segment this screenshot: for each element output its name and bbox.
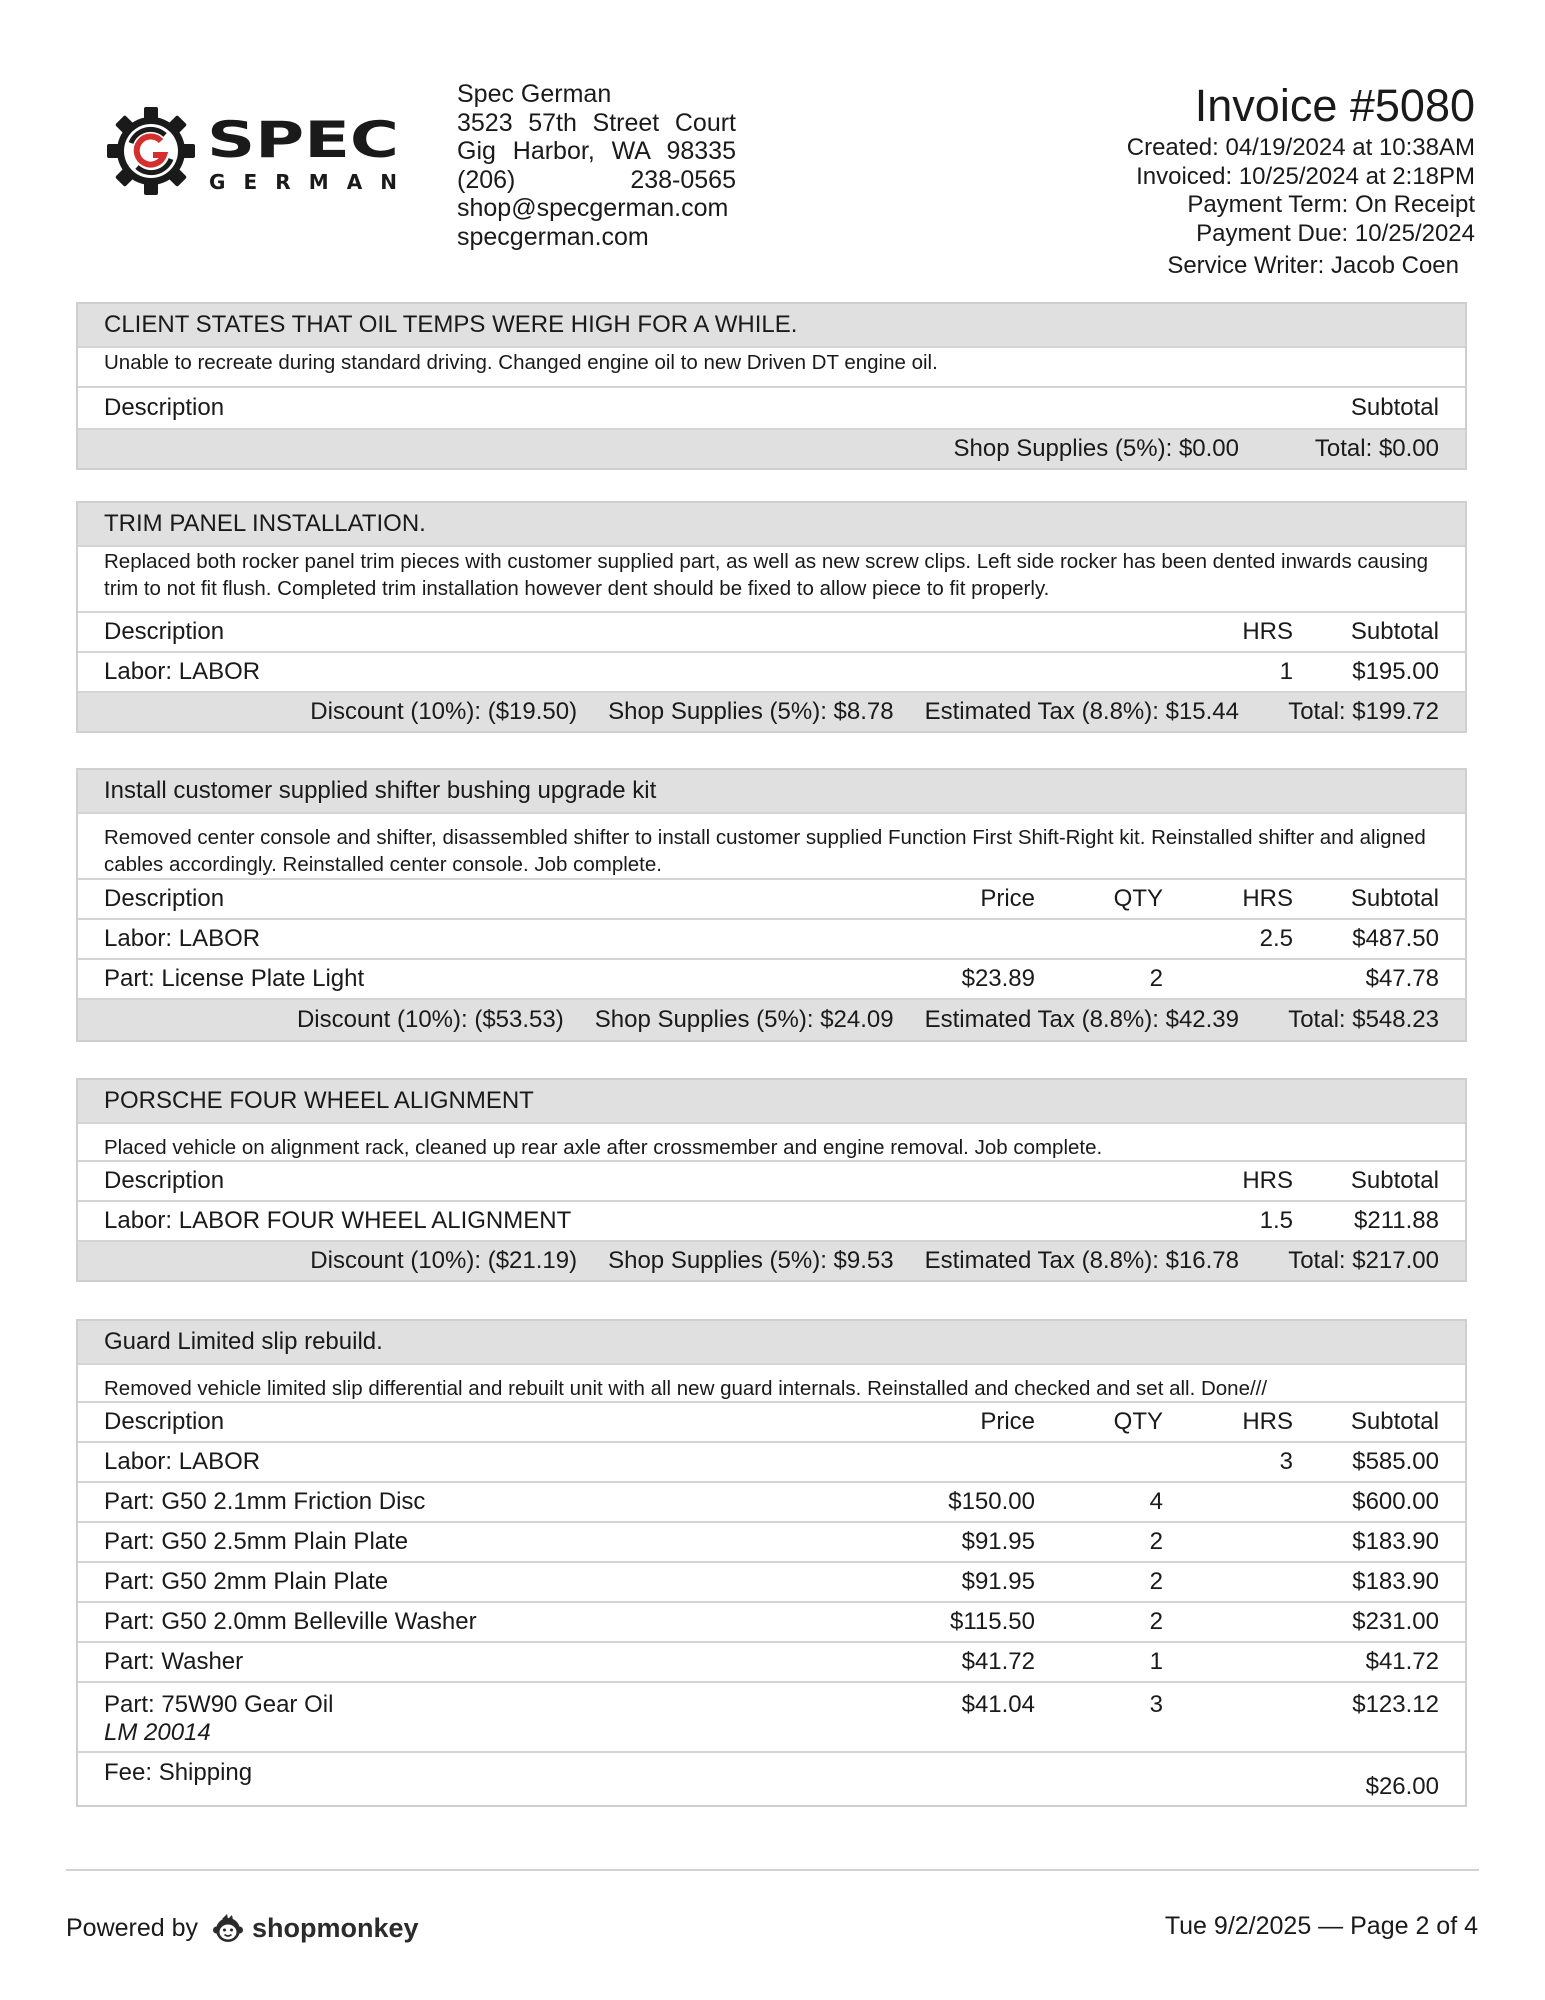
item-qty: 2 — [1149, 965, 1163, 992]
shop-address-line1: 3523 57th Street Court — [457, 108, 736, 137]
item-price: $41.72 — [961, 1648, 1035, 1675]
item-description: Labor: LABOR — [104, 1448, 261, 1475]
table-row — [78, 1641, 1465, 1681]
summary-total: Total: $199.72 — [1288, 698, 1439, 725]
column-subtotal: Subtotal — [1350, 885, 1439, 912]
item-price: $150.00 — [948, 1488, 1035, 1515]
job-title: Guard Limited slip rebuild. — [78, 1321, 1465, 1363]
column-description: Description — [104, 394, 225, 421]
job-notes: Removed center console and shifter, disassembled shifter to install customer supplied Function First Shift-Right kit. Reinstalled shifter and aligned cables accordingly. Reinstalled center console. Job complete. — [78, 812, 1465, 878]
item-price: $91.95 — [961, 1528, 1035, 1555]
table-row — [78, 1561, 1465, 1601]
item-subtotal: $600.00 — [1352, 1488, 1439, 1515]
item-qty: 1 — [1149, 1648, 1163, 1675]
column-price: Price — [980, 885, 1035, 912]
summary-discount: Discount (10%): ($19.50) — [310, 698, 578, 725]
item-subtotal: $195.00 — [1352, 658, 1439, 685]
job-title: Install customer supplied shifter bushing upgrade kit — [78, 770, 1465, 812]
page-info: Tue 9/2/2025 — Page 2 of 4 — [1164, 1912, 1478, 1940]
item-qty: 2 — [1149, 1568, 1163, 1595]
column-qty: QTY — [1113, 1408, 1163, 1435]
summary-total: Total: $0.00 — [1314, 435, 1439, 462]
item-hrs: 1 — [1279, 658, 1293, 685]
column-description: Description — [104, 1167, 225, 1194]
summary-shop-supplies: Shop Supplies (5%): $0.00 — [953, 435, 1239, 462]
item-price: $115.50 — [950, 1608, 1035, 1635]
item-subtotal: $487.50 — [1352, 925, 1439, 952]
column-subtotal: Subtotal — [1350, 1408, 1439, 1435]
item-qty: 3 — [1149, 1691, 1163, 1718]
table-row — [78, 1521, 1465, 1561]
job-section — [76, 501, 1467, 733]
column-hrs: HRS — [1242, 885, 1293, 912]
column-subtotal: Subtotal — [1350, 618, 1439, 645]
column-subtotal: Subtotal — [1350, 1167, 1439, 1194]
shop-email: shop@specgerman.com — [457, 194, 729, 222]
item-subtotal: $123.12 — [1352, 1691, 1439, 1718]
item-part-number: LM 20014 — [104, 1719, 211, 1746]
table-row — [78, 918, 1465, 958]
item-description: Fee: Shipping — [104, 1759, 253, 1786]
item-hrs: 2.5 — [1259, 925, 1293, 952]
item-description-cell — [104, 1691, 905, 1747]
item-hrs: 3 — [1279, 1448, 1293, 1475]
job-section — [76, 1078, 1467, 1282]
item-price: $23.89 — [961, 965, 1035, 992]
shop-website: specgerman.com — [457, 222, 649, 251]
job-notes: Removed vehicle limited slip differential and rebuilt unit with all new guard internals. Reinstalled and checked and set all. Done/// — [78, 1363, 1465, 1401]
column-qty: QTY — [1113, 885, 1163, 912]
invoice-payment-term: Payment Term: On Receipt — [1187, 191, 1475, 218]
invoice-invoiced: Invoiced: 10/25/2024 at 2:18PM — [1136, 162, 1475, 190]
shop-address-line2: Gig Harbor, WA 98335 — [457, 137, 736, 165]
invoice-created: Created: 04/19/2024 at 10:38AM — [1126, 134, 1475, 161]
column-description: Description — [104, 1408, 225, 1435]
item-description: Labor: LABOR FOUR WHEEL ALIGNMENT — [104, 1207, 572, 1234]
shop-logo — [105, 105, 405, 197]
table-row — [78, 958, 1465, 998]
table-header — [78, 1160, 1465, 1200]
item-description: Part: Washer — [104, 1648, 244, 1675]
monkey-icon — [212, 1912, 244, 1944]
summary-tax: Estimated Tax (8.8%): $42.39 — [924, 1006, 1239, 1033]
summary-discount: Discount (10%): ($21.19) — [310, 1247, 578, 1274]
table-header — [78, 386, 1465, 428]
item-subtotal: $26.00 — [1365, 1773, 1439, 1800]
job-notes: Unable to recreate during standard driving. Changed engine oil to new Driven DT engine oil. — [78, 346, 1465, 386]
table-header — [78, 1401, 1465, 1441]
item-subtotal: $183.90 — [1352, 1568, 1439, 1595]
column-hrs: HRS — [1242, 1408, 1293, 1435]
summary-shop-supplies: Shop Supplies (5%): $9.53 — [608, 1247, 894, 1274]
job-summary — [78, 998, 1465, 1040]
job-section — [76, 1319, 1467, 1807]
shop-phone: (206) 238-0565 — [457, 165, 736, 194]
summary-total: Total: $217.00 — [1288, 1247, 1439, 1274]
spec-german-logo-icon — [105, 105, 405, 197]
item-description: Part: G50 2.5mm Plain Plate — [104, 1528, 409, 1555]
item-description: Part: G50 2.0mm Belleville Washer — [104, 1608, 477, 1635]
item-description: Part: 75W90 Gear Oil — [104, 1691, 334, 1718]
shop-name: Spec German — [457, 80, 612, 108]
item-description: Part: License Plate Light — [104, 965, 365, 992]
table-row — [78, 1481, 1465, 1521]
job-summary — [78, 1240, 1465, 1280]
brand-name: shopmonkey — [252, 1912, 419, 1943]
powered-by-label: Powered by — [66, 1913, 199, 1942]
summary-tax: Estimated Tax (8.8%): $16.78 — [924, 1247, 1239, 1274]
item-subtotal: $231.00 — [1352, 1608, 1439, 1635]
item-qty: 4 — [1149, 1488, 1163, 1515]
column-subtotal: Subtotal — [1350, 394, 1439, 421]
job-section — [76, 768, 1467, 1042]
item-description: Labor: LABOR — [104, 658, 261, 685]
column-description: Description — [104, 885, 225, 912]
summary-total: Total: $548.23 — [1288, 1006, 1439, 1033]
job-summary — [78, 428, 1465, 468]
item-subtotal: $183.90 — [1352, 1528, 1439, 1555]
item-subtotal: $585.00 — [1352, 1448, 1439, 1475]
svg-text:SPEC: SPEC — [207, 111, 399, 169]
job-title: CLIENT STATES THAT OIL TEMPS WERE HIGH FOR A WHILE. — [78, 304, 1465, 346]
item-subtotal: $211.88 — [1354, 1207, 1439, 1234]
item-qty: 2 — [1149, 1608, 1163, 1635]
table-header — [78, 611, 1465, 651]
item-price: $91.95 — [961, 1568, 1035, 1595]
item-price: $41.04 — [961, 1691, 1035, 1718]
column-hrs: HRS — [1242, 618, 1293, 645]
summary-shop-supplies: Shop Supplies (5%): $8.78 — [608, 698, 894, 725]
column-description: Description — [104, 618, 225, 645]
invoice-header — [1127, 78, 1475, 280]
item-description: Part: G50 2.1mm Friction Disc — [104, 1488, 426, 1515]
item-hrs: 1.5 — [1259, 1207, 1293, 1234]
powered-by — [66, 1912, 419, 1944]
invoice-payment-due: Payment Due: 10/25/2024 — [1196, 219, 1475, 247]
table-header — [78, 878, 1465, 918]
job-title: PORSCHE FOUR WHEEL ALIGNMENT — [78, 1080, 1465, 1122]
item-description: Labor: LABOR — [104, 925, 261, 952]
invoice-title: Invoice #5080 — [1194, 80, 1475, 131]
table-row — [78, 1681, 1465, 1751]
item-subtotal: $41.72 — [1365, 1648, 1439, 1675]
summary-tax: Estimated Tax (8.8%): $15.44 — [924, 698, 1239, 725]
column-price: Price — [980, 1408, 1035, 1435]
summary-shop-supplies: Shop Supplies (5%): $24.09 — [594, 1006, 894, 1033]
item-qty: 2 — [1149, 1528, 1163, 1555]
job-section — [76, 302, 1467, 470]
job-notes: Placed vehicle on alignment rack, cleaned up rear axle after crossmember and engine removal. Job complete. — [78, 1122, 1465, 1160]
shop-contact-block — [457, 80, 736, 251]
table-row — [78, 1200, 1465, 1240]
footer-divider — [66, 1869, 1479, 1871]
summary-discount: Discount (10%): ($53.53) — [296, 1006, 564, 1033]
table-row — [78, 651, 1465, 691]
job-summary — [78, 691, 1465, 731]
column-hrs: HRS — [1242, 1167, 1293, 1194]
job-notes: Replaced both rocker panel trim pieces with customer supplied part, as well as new screw clips. Left side rocker has been dented inwards causing trim to not fit flush. Completed trim installation however dent should be fixed to allow piece to fit properly. — [78, 545, 1465, 611]
job-title: TRIM PANEL INSTALLATION. — [78, 503, 1465, 545]
table-row — [78, 1751, 1465, 1805]
shopmonkey-brand — [212, 1912, 419, 1944]
table-row — [78, 1441, 1465, 1481]
table-row — [78, 1601, 1465, 1641]
item-subtotal: $47.78 — [1365, 965, 1439, 992]
invoice-service-writer: Service Writer: Jacob Coen — [1167, 252, 1459, 279]
item-description: Part: G50 2mm Plain Plate — [104, 1568, 389, 1595]
svg-text:GERMAN: GERMAN — [209, 170, 397, 194]
